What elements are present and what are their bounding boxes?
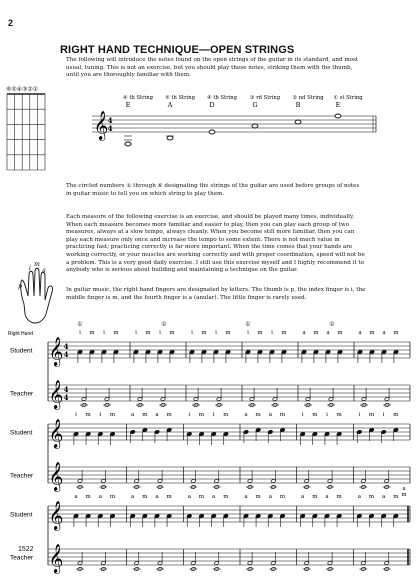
fingering-letter: m bbox=[368, 494, 375, 500]
fingering-letter: m bbox=[109, 494, 116, 500]
fingering-letter: a bbox=[131, 494, 135, 500]
fingering-letter: m bbox=[85, 494, 91, 500]
time-signature-bottom: 4 bbox=[107, 124, 113, 133]
fingering-letter: i bbox=[247, 330, 249, 336]
fingering-letter: m bbox=[113, 330, 119, 336]
fingering-letter: a bbox=[358, 330, 362, 336]
fingering-letter: m bbox=[255, 412, 261, 418]
fingering-letter: a bbox=[212, 494, 216, 500]
fingering-letter: a bbox=[325, 494, 329, 500]
fingering-letter: m bbox=[142, 412, 148, 418]
string-label: ⑥ th String bbox=[123, 95, 153, 101]
string-note-name: D bbox=[209, 101, 215, 109]
page-title: RIGHT HAND TECHNIQUE—OPEN STRINGS bbox=[60, 44, 295, 56]
fingering-letter: m bbox=[223, 412, 229, 418]
fingering-letter: m bbox=[336, 494, 342, 500]
fingering-letter: i bbox=[301, 412, 304, 418]
fingering-letter: i bbox=[135, 330, 137, 336]
treble-clef: 𝄞 bbox=[48, 418, 64, 448]
fingering-letter: m bbox=[257, 330, 263, 336]
time-signature-bottom: 4 bbox=[63, 393, 69, 402]
fingering-letter: m bbox=[201, 330, 207, 336]
fingering-letter: i bbox=[75, 412, 77, 418]
fingering-letter: m bbox=[85, 412, 91, 418]
whole-note bbox=[125, 142, 131, 146]
circled-numbers-paragraph: The circled numbers ① through ⑥ designating the strings of the guitar are used before groups of notes in guitar music to tell you on which string to play them. bbox=[66, 183, 360, 197]
fingering-letter: a bbox=[244, 494, 248, 500]
fingering-letter: m bbox=[401, 492, 407, 498]
time-signature-top: 4 bbox=[63, 342, 69, 351]
fingering-letter: a bbox=[302, 330, 306, 336]
fingering-letter: m bbox=[225, 330, 231, 336]
fingering-letter: a bbox=[268, 412, 272, 418]
fingering-letter: a bbox=[326, 330, 330, 336]
fingering-letter: i bbox=[103, 330, 105, 336]
fingering-letter: i bbox=[382, 412, 385, 418]
fingering-letter: a bbox=[244, 412, 248, 418]
hand-finger-letter: m bbox=[34, 261, 40, 268]
string-note-name: G bbox=[252, 101, 258, 109]
string-label: ① st String bbox=[333, 95, 363, 101]
fingering-letter: m bbox=[393, 412, 399, 418]
fingering-letter: a bbox=[98, 494, 102, 500]
fingering-letter: m bbox=[312, 494, 318, 500]
fingering-letter: a bbox=[382, 330, 386, 336]
string-note-name: E bbox=[335, 101, 341, 109]
fingering-letter: a bbox=[268, 494, 272, 500]
student-label: Student bbox=[10, 347, 33, 355]
string-note-name: B bbox=[295, 101, 301, 109]
treble-clef: 𝄞 bbox=[93, 110, 109, 140]
fingering-letter: m bbox=[393, 494, 399, 500]
fingering-letter: i bbox=[326, 412, 328, 418]
fingering-letter: a bbox=[382, 494, 386, 500]
fingering-letter: m bbox=[281, 330, 287, 336]
fingering-letter: a bbox=[155, 412, 159, 418]
fingers-paragraph: In guitar music, the right hand fingers are designated by letters. The thumb is p, the index finger is i, the middle finger is m, and the fourth finger is a (anular). The little finger is rarely used. bbox=[66, 287, 366, 301]
fingering-letter: i bbox=[271, 330, 273, 336]
string-note-name: A bbox=[167, 101, 173, 109]
treble-clef: 𝄞 bbox=[48, 500, 64, 530]
fingering-letter: m bbox=[198, 412, 205, 418]
string-mark: ① bbox=[161, 321, 167, 328]
fingering-letter: m bbox=[368, 412, 375, 418]
exercise-paragraph: Each measure of the following exercise is an exercise, and should be played many times, individually. When each measure becomes more familiar and easier to play, then you can play each group of two measures, always at a slow tempo, always cleanly. When you become still more familiar, then you can play each measure only once and increase the tempo to some extent. There is not much value in practicing fast; practicing correctly is far more important. When the time comes that your hands are working correctly, or your muscles are working correctly and with proper coordination, speed will not be a problem. This is a very good daily exercise. I still use this exercise myself and I highly recommend it to anybody who is serious about building and maintaining a technique on the guitar. bbox=[66, 214, 365, 274]
treble-clef: 𝄞 bbox=[48, 461, 64, 491]
fingering-letter: m bbox=[393, 330, 399, 336]
fingering-letter: m bbox=[198, 494, 205, 500]
string-mark: ① bbox=[245, 321, 251, 328]
string-mark: ① bbox=[77, 321, 83, 328]
student-staff bbox=[48, 506, 410, 522]
open-strings-staff bbox=[92, 116, 376, 132]
hand-finger-letter: a bbox=[42, 267, 46, 274]
fingering-letter: m bbox=[166, 412, 172, 418]
fingering-letter: a bbox=[357, 494, 361, 500]
string-mark: ① bbox=[329, 321, 335, 328]
teacher-staff bbox=[48, 385, 410, 401]
string-label: ② nd String bbox=[292, 95, 324, 101]
time-signature-bottom: 4 bbox=[63, 350, 69, 359]
fingering-letter: i bbox=[358, 412, 361, 418]
treble-clef: 𝄞 bbox=[48, 379, 64, 409]
treble-clef: 𝄞 bbox=[48, 336, 64, 366]
fingering-letter: m bbox=[337, 330, 343, 336]
page-number: 2 bbox=[8, 18, 14, 28]
time-signature-top: 4 bbox=[63, 385, 69, 394]
fingering-letter: m bbox=[369, 330, 375, 336]
fingering-letter: i bbox=[79, 330, 81, 336]
string-note-name: E bbox=[125, 101, 131, 109]
fingering-letter: i bbox=[99, 412, 102, 418]
fingering-letter: i bbox=[212, 412, 215, 418]
whole-note bbox=[167, 136, 173, 140]
string-label: ③ rd String bbox=[249, 95, 281, 101]
fingering-letter: a bbox=[402, 486, 406, 492]
fretboard-diagram bbox=[7, 94, 45, 170]
fingering-letter: m bbox=[169, 330, 175, 336]
fingering-letter: i bbox=[191, 330, 193, 336]
fingering-letter: a bbox=[131, 412, 135, 418]
fingering-letter: m bbox=[313, 330, 319, 336]
intro-paragraph: The following will introduce the notes found on the open strings of the guitar in its standard, and most usual, tuning. This is not an exercise, but you should play these notes, striking them with the thumb, until you are thoroughly familiar with them. bbox=[66, 57, 359, 79]
string-label: ⑤ th String bbox=[165, 95, 195, 101]
time-signature-top: 4 bbox=[107, 116, 113, 125]
fingering-letter: m bbox=[109, 412, 116, 418]
fingering-letter: m bbox=[279, 494, 286, 500]
whole-note bbox=[209, 130, 215, 134]
treble-clef: 𝄞 bbox=[48, 543, 64, 573]
hand-label: Right Hand bbox=[8, 331, 34, 337]
fingering-letter: i bbox=[215, 330, 217, 336]
whole-note bbox=[335, 114, 341, 118]
fingering-letter: i bbox=[188, 412, 191, 418]
fingering-letter: m bbox=[223, 494, 229, 500]
whole-note bbox=[295, 120, 301, 124]
whole-note bbox=[252, 124, 258, 128]
fingering-letter: m bbox=[166, 494, 172, 500]
teacher-label: Teacher bbox=[10, 472, 34, 480]
fingering-letter: a bbox=[301, 494, 305, 500]
fingering-letter: m bbox=[312, 412, 318, 418]
fingering-letter: m bbox=[89, 330, 95, 336]
fingering-letter: m bbox=[336, 412, 342, 418]
teacher-label: Teacher bbox=[10, 390, 34, 398]
fingering-letter: a bbox=[74, 494, 78, 500]
right-hand-illustration bbox=[8, 261, 53, 337]
fingering-letter: m bbox=[255, 494, 261, 500]
string-numbers-label: ⑥⑤④③②① bbox=[6, 86, 39, 93]
fingering-letter: i bbox=[159, 330, 161, 336]
hand-finger-letter: i bbox=[29, 265, 31, 272]
hand-finger-letter: p bbox=[18, 283, 22, 290]
catalog-number: 1522 bbox=[18, 546, 34, 553]
student-label: Student bbox=[10, 429, 33, 437]
fingering-letter: m bbox=[145, 330, 151, 336]
hand-outline bbox=[21, 268, 53, 323]
fingering-letter: m bbox=[142, 494, 148, 500]
string-label: ④ th String bbox=[207, 95, 237, 101]
teacher-label: Teacher bbox=[10, 554, 34, 562]
fingering-letter: a bbox=[187, 494, 191, 500]
student-label: Student bbox=[10, 511, 33, 519]
fingering-letter: a bbox=[155, 494, 159, 500]
fingering-letter: m bbox=[279, 412, 286, 418]
student-staff bbox=[48, 424, 410, 440]
